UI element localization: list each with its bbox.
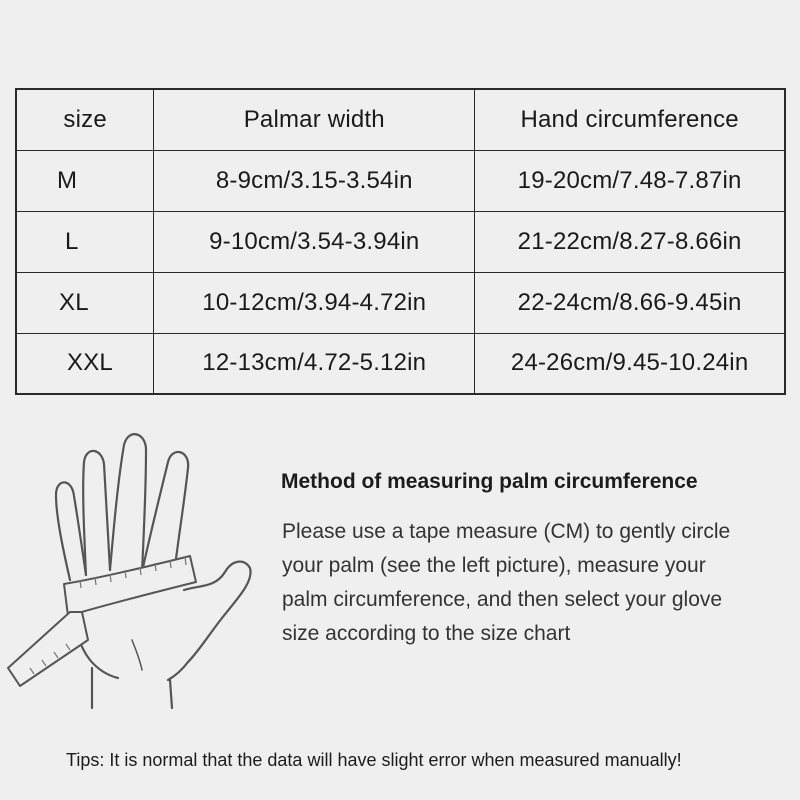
method-line: size according to the size chart [282,622,571,645]
hand-circumference-value: 21-22cm/8.27-8.66in [475,211,785,272]
hand-circumference-value: 22-24cm/8.66-9.45in [475,272,785,333]
size-value: XL [16,272,154,333]
method-line: your palm (see the left picture), measure your [282,554,706,577]
method-line: Please use a tape measure (CM) to gently circle [282,520,731,543]
header-palmar-width: Palmar width [154,89,475,150]
size-value: M [16,150,154,211]
header-hand-circumference: Hand circumference [475,89,785,150]
palmar-width-value: 10-12cm/3.94-4.72in [154,272,475,333]
size-value: L [16,211,154,272]
hand-circumference-value: 19-20cm/7.48-7.87in [475,150,785,211]
size-chart-table [15,88,786,395]
table-row [16,150,785,211]
hand-circumference-value: 24-26cm/9.45-10.24in [475,333,785,394]
method-title: Method of measuring palm circumference [281,470,698,493]
table-row [16,272,785,333]
table-row [16,211,785,272]
palmar-width-value: 12-13cm/4.72-5.12in [154,333,475,394]
header-size: size [16,89,154,150]
size-value: XXL [16,333,154,394]
hand-with-tape-measure-icon [0,420,270,710]
table-header-row [16,89,785,150]
table-row [16,333,785,394]
method-description [282,515,782,651]
method-line: palm circumference, and then select your glove [282,588,723,611]
palmar-width-value: 8-9cm/3.15-3.54in [154,150,475,211]
palmar-width-value: 9-10cm/3.54-3.94in [154,211,475,272]
tips-note: Tips: It is normal that the data will have slight error when measured manually! [66,750,682,770]
